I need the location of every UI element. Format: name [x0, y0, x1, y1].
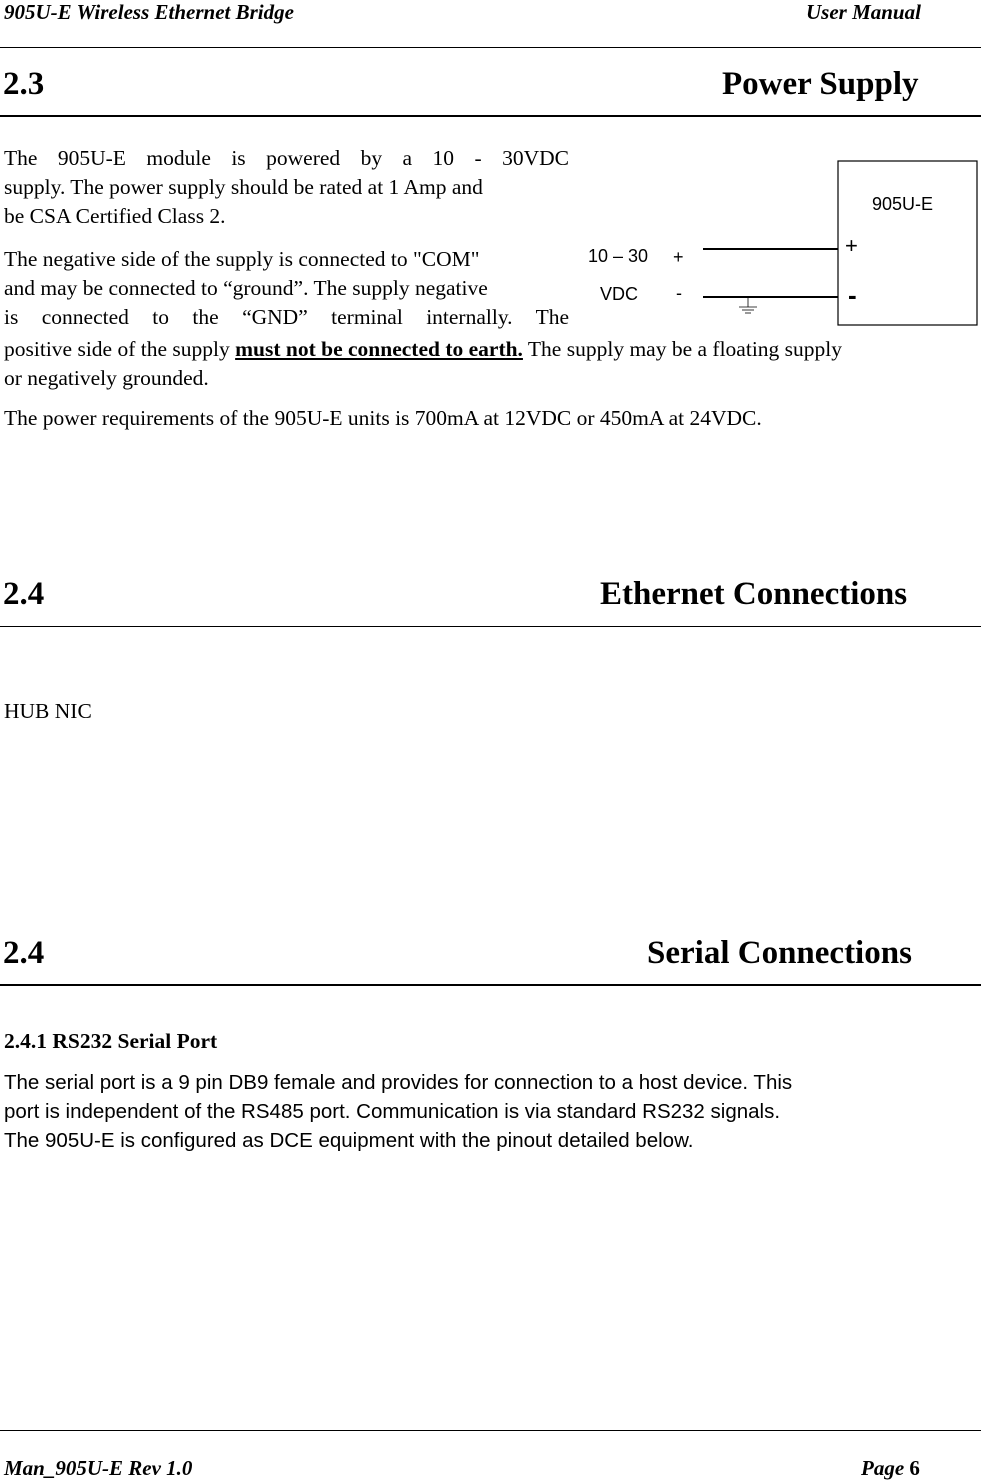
supply-plus-label: + — [673, 247, 684, 267]
section-number-power: 2.3 — [3, 66, 45, 102]
power-paragraph-1 — [4, 144, 569, 231]
device-plus-terminal: + — [845, 233, 858, 258]
subsection-heading-rs232: 2.4.1 RS232 Serial Port — [4, 1029, 218, 1053]
supply-voltage-range: 10 – 30 — [588, 246, 649, 266]
section-title-serial: Serial Connections — [647, 935, 912, 971]
power-p2-line5: or negatively grounded. — [4, 366, 209, 390]
power-p2-line4: positive side of the supply must not be connected to earth. The supply may be a floating supply — [4, 337, 843, 361]
power-paragraph-2-bottom — [4, 335, 979, 393]
footer-page-label: Page — [861, 1456, 905, 1480]
section-rule-ethernet — [0, 626, 981, 627]
serial-line3: The 905U-E is configured as DCE equipment with the pinout detailed below. — [4, 1129, 694, 1152]
footer-page — [861, 1456, 920, 1481]
ground-symbol-icon — [739, 297, 757, 313]
power-paragraph-2-top — [4, 245, 569, 332]
header-manual-label: User Manual — [806, 0, 921, 24]
footer-rule — [0, 1430, 981, 1431]
footer-page-number: 6 — [909, 1456, 920, 1480]
supply-voltage-unit: VDC — [600, 284, 639, 304]
power-p2-line2: and may be connected to “ground”. The supply negative — [4, 276, 488, 300]
device-label: 905U-E — [872, 194, 934, 214]
power-p2-line3: is connected to the “GND” terminal internally. The — [4, 305, 569, 329]
power-wiring-diagram — [580, 150, 980, 335]
power-p1-line3: be CSA Certified Class 2. — [4, 204, 226, 228]
power-p2-line1: The negative side of the supply is connected to "COM" — [4, 247, 480, 271]
section-number-ethernet: 2.4 — [3, 576, 45, 612]
section-rule-power — [0, 115, 981, 117]
wiring-svg — [580, 150, 980, 335]
serial-line2: port is independent of the RS485 port. Communication is via standard RS232 signals. — [4, 1100, 781, 1123]
header-rule — [0, 47, 981, 48]
header-doc-title: 905U-E Wireless Ethernet Bridge — [4, 0, 294, 24]
power-p1-line2: supply. The power supply should be rated at 1 Amp and — [4, 175, 483, 199]
supply-minus-label: - — [676, 283, 682, 303]
power-paragraph-3: The power requirements of the 905U-E units is 700mA at 12VDC or 450mA at 24VDC. — [4, 406, 762, 430]
section-title-power: Power Supply — [722, 66, 919, 102]
power-p1-line1: The 905U-E module is powered by a 10 - 30VDC — [4, 146, 569, 170]
serial-line1: The serial port is a 9 pin DB9 female and provides for connection to a host device. This — [4, 1071, 793, 1094]
earth-warning: must not be connected to earth. — [235, 337, 523, 361]
device-minus-terminal: - — [848, 280, 857, 310]
ethernet-diagram-labels: HUB NIC — [4, 699, 92, 723]
section-rule-serial — [0, 984, 981, 986]
footer-doc-rev: Man_905U-E Rev 1.0 — [4, 1456, 193, 1480]
device-box — [838, 161, 977, 325]
section-number-serial: 2.4 — [3, 935, 45, 971]
serial-paragraph — [4, 1068, 792, 1155]
section-title-ethernet: Ethernet Connections — [600, 576, 908, 612]
